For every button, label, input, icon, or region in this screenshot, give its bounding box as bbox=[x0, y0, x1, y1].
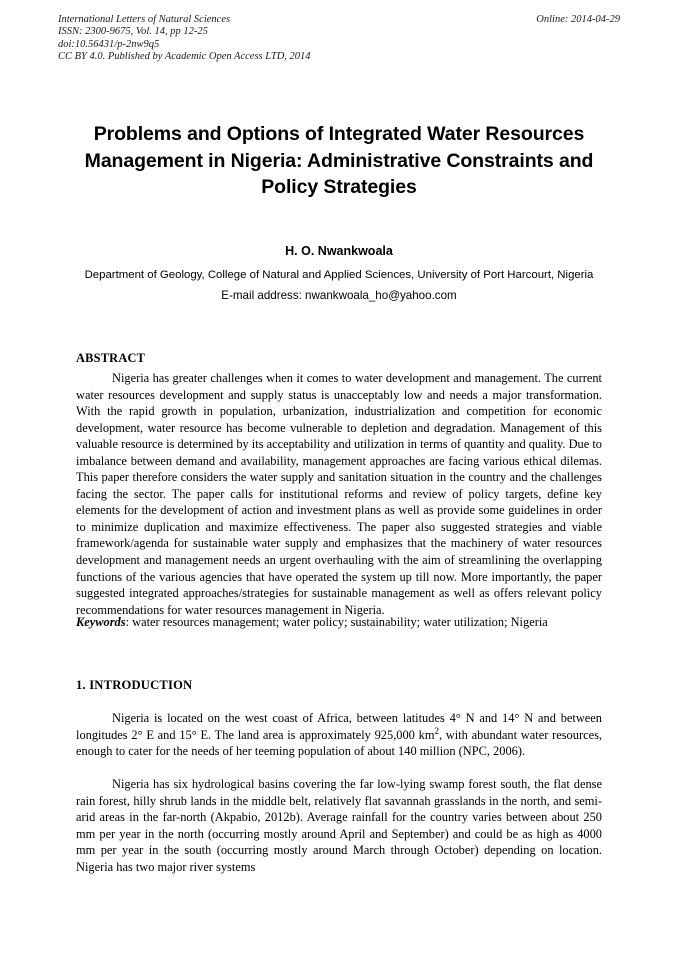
issn-line: ISSN: 2300-9675, Vol. 14, pp 12-25 bbox=[58, 26, 208, 38]
intro-p1-text-b: , with abundant water resources, enough to cater for the needs of her teeming population of about 140 million (NPC, 2006). bbox=[76, 727, 602, 759]
author-affiliation: Department of Geology, College of Natural and Applied Sciences, University of Port Harcourt, Nigeria bbox=[84, 269, 594, 281]
keywords-label: Keywords bbox=[76, 615, 126, 629]
section-heading-introduction: 1. INTRODUCTION bbox=[76, 678, 193, 692]
keywords-text: water resources management; water policy; sustainability; water utilization; Nigeria bbox=[132, 615, 548, 629]
author-email: E-mail address: nwankwoala_ho@yahoo.com bbox=[221, 289, 457, 302]
abstract-text: Nigeria has greater challenges when it comes to water development and management. The current water resources development and supply status is unacceptably low and needs a major transformation. With the rapid growth in population, urbanization, industrialization and competition for economic development, water resource has become vulnerable to depletion and degradation. Management of this valuable resource is determined by its acceptability and utilization in terms of quantity and quality. Due to imbalance between demand and availability, management approaches are facing various ethical dilemas. This paper therefore considers the water supply and sanitation situation in the country and the challenges facing the sector. The paper calls for institutional reforms and review of policy targets, define key elements for the development of action and investment plans as well as provide some guidelines in order to minimize duplication and maximize effectiveness. The paper also suggested strategies and viable framework/agenda for sustainable water supply and emphasizes that the machinery of water resources development and management needs an urgent overhauling with the aim of streamlining the overlapping functions of the various agencies that have operated the system up till now. More importantly, the paper suggested integrated approaches/strategies for sustainable management as well as offers relevant policy recommendations for water resources management in Nigeria. bbox=[76, 371, 602, 617]
journal-header bbox=[58, 14, 620, 64]
author-name: H. O. Nwankwoala bbox=[285, 244, 393, 258]
keywords-separator: : bbox=[125, 615, 133, 629]
introduction-paragraph-2: Nigeria has six hydrological basins covering the far low-lying swamp forest south, the flat dense rain forest, hilly shrub lands in the middle belt, relatively flat savannah grasslands in the north, and semi-arid areas in the far-north (Akpabio, 2012b). Average rainfall for the country varies between about 250 mm per year in the north (occurring mostly around April and September) and could be as high as 4000 mm per year in the south (occurring mostly around March through October) depending on location. Nigeria has two major river systems bbox=[76, 777, 602, 874]
square-kilometre-superscript: 2 bbox=[434, 725, 439, 736]
keywords-line bbox=[76, 614, 602, 631]
intro-p1-text-a: Nigeria is located on the west coast of Africa, between latitudes 4° N and 14° N and between longitudes 2° E and 15° E. The land area is approximately 925,000 km bbox=[76, 711, 602, 742]
license-line: CC BY 4.0. Published by Academic Open Access LTD, 2014 bbox=[58, 51, 311, 63]
online-date: Online: 2014-04-29 bbox=[536, 14, 620, 25]
abstract-heading: ABSTRACT bbox=[76, 351, 146, 365]
journal-name-row bbox=[58, 14, 620, 26]
journal-name: International Letters of Natural Sciences bbox=[58, 14, 231, 25]
page-title: Problems and Options of Integrated Water Resources Management in Nigeria: Administrative Constraints and Policy Strategies bbox=[84, 123, 594, 199]
introduction-paragraph-1 bbox=[76, 710, 602, 760]
doi-line: doi:10.56431/p-2nw9q5 bbox=[58, 38, 160, 50]
